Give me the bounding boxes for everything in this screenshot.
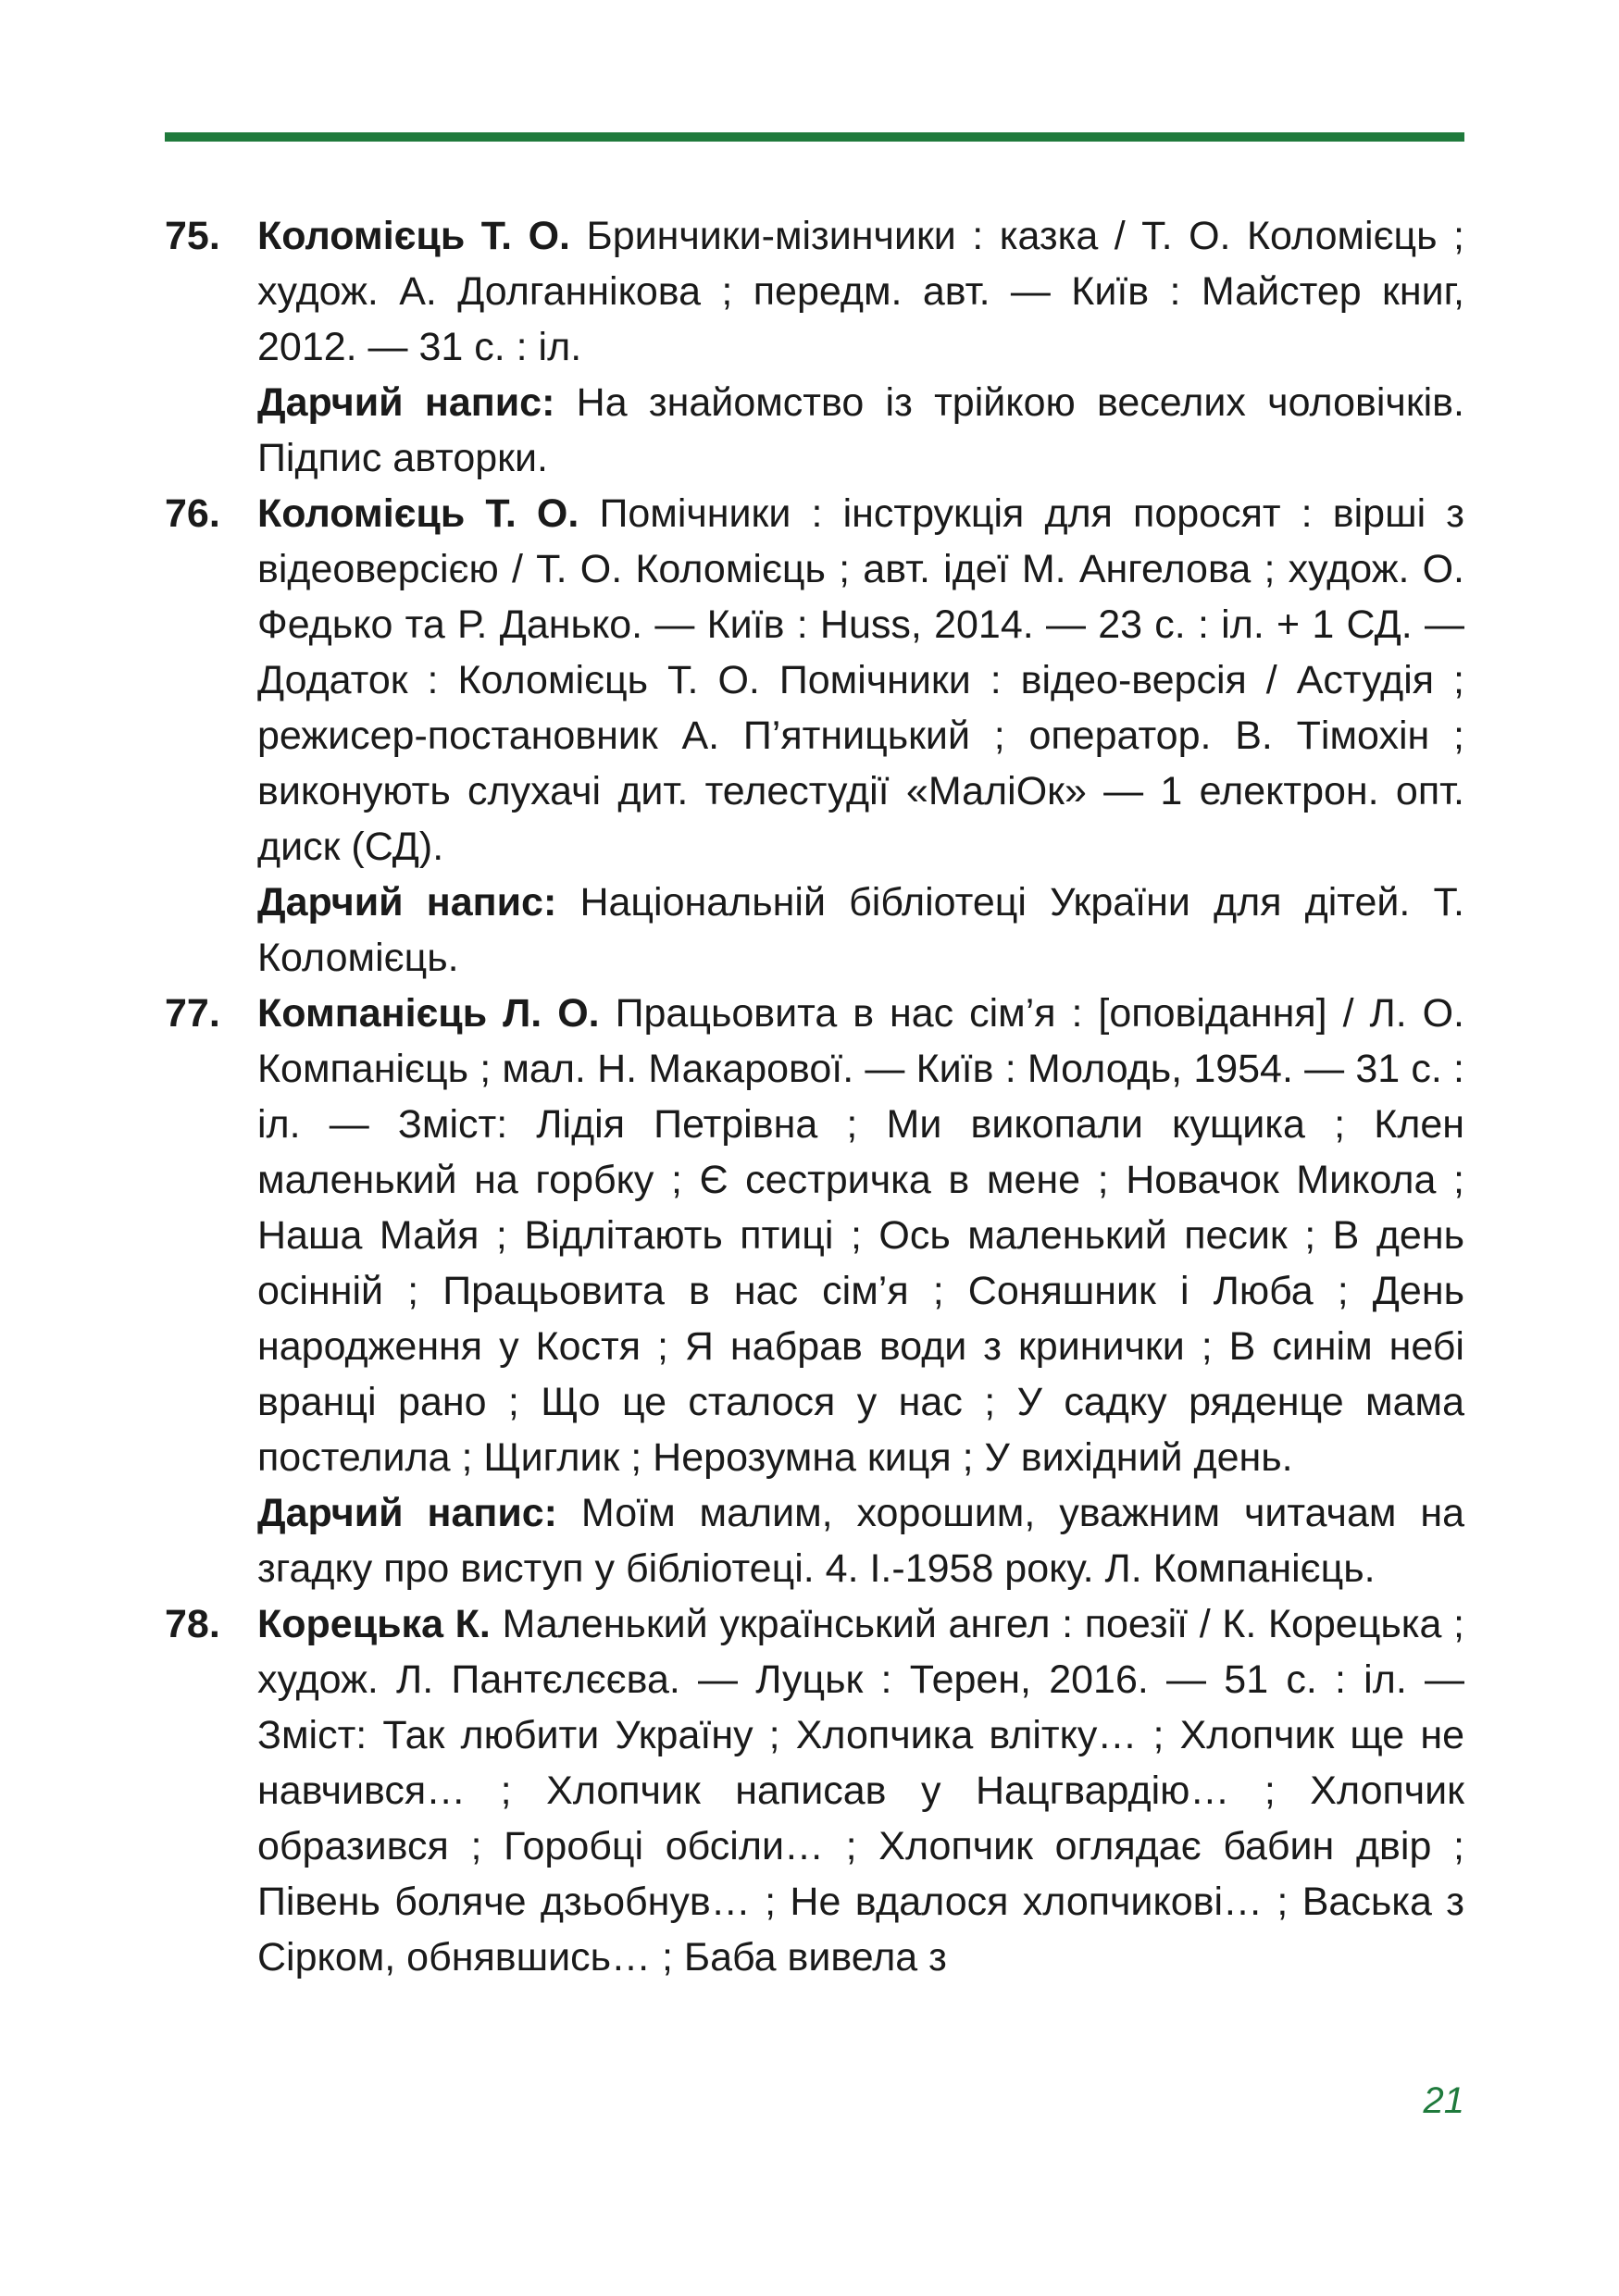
inscription-text: Національній бібліотеці України для дітей. Т. Коломієць. (257, 880, 1464, 980)
inscription-label: Дарчий напис: (257, 880, 557, 925)
entry-author: Коломієць Т. О. (257, 214, 570, 258)
entry-description (257, 208, 1464, 375)
bibliography-entry-76 (165, 486, 1464, 986)
entry-number: 77. (165, 991, 220, 1036)
inscription-text: На знайомство із трійкою веселих чоловічків. Підпис авторки. (257, 380, 1464, 480)
entry-inscription (257, 875, 1464, 986)
entry-description (257, 986, 1464, 1485)
bibliography-entry-78 (165, 1596, 1464, 1985)
entry-inscription (257, 1485, 1464, 1596)
entry-text: Маленький український ангел : поезії / К. Корецька ; худож. Л. Пантєлєєва. — Луцьк : Терен, 2016. — 51 с. : іл. — Зміст: Так любити Україну ; Хлопчика влітку… ; Хлопчик ще не навчився… ; Хлопчик написав у Нацгвардію… ; Хлопчик образився ; Горобці обсіли… ; Хлопчик оглядає бабин двір ; Півень боляче дзьобнув… ; Не вдалося хлопчикові… ; Васька з Сірком, обнявшись… ; Баба вивела з (257, 1602, 1464, 1980)
inscription-text: Моїм малим, хорошим, уважним читачам на згадку про виступ у бібліотеці. 4. І.-1958 року. Л. Компанієць. (257, 1491, 1464, 1591)
entry-number: 78. (165, 1602, 220, 1646)
entry-author: Коломієць Т. О. (257, 491, 579, 536)
inscription-label: Дарчий напис: (257, 1491, 557, 1535)
entry-description (257, 1596, 1464, 1985)
entry-author: Компанієць Л. О. (257, 991, 600, 1036)
entry-description (257, 486, 1464, 875)
entry-number: 76. (165, 491, 220, 536)
entry-text: Працьовита в нас сім’я : [оповідання] / Л. О. Компанієць ; мал. Н. Макарової. — Київ : Молодь, 1954. — 31 с. : іл. — Зміст: Лідія Петрівна ; Ми викопали кущика ; Клен маленький на горбку ; Є сестричка в мене ; Новачок Микола ; Наша Майя ; Відлітають птиці ; Ось маленький песик ; В день осінній ; Працьовита в нас сім’я ; Соняшник і Люба ; День народження у Костя ; Я набрав води з кринички ; В синім небі вранці рано ; Що це сталося у нас ; У садку ряденце мама постелила ; Щиглик ; Нерозумна киця ; У вихідний день. (257, 991, 1465, 1480)
entry-inscription (257, 375, 1464, 486)
bibliography-entry-77 (165, 986, 1464, 1596)
entry-text: Помічники : інструкція для поросят : вірші з відеоверсією / Т. О. Коломієць ; авт. ідеї М. Ангелова ; худож. О. Федько та Р. Данько. — Київ : Huss, 2014. — 23 с. : іл. + 1 СД. — Додаток : Коломієць Т. О. Помічники : відео-версія / Астудія ; режисер-постановник А. П’ятницький ; оператор. В. Тімохін ; виконують слухачі дит. телестудії «МаліОк» — 1 електрон. опт. диск (СД). (257, 491, 1464, 869)
entry-number: 75. (165, 214, 220, 258)
header-rule (165, 132, 1464, 142)
inscription-label: Дарчий напис: (257, 380, 555, 425)
bibliography-list (165, 208, 1464, 1985)
page-number: 21 (1423, 2080, 1464, 2121)
entry-text: Бринчики-мізинчики : казка / Т. О. Коломієць ; худож. А. Долганнікова ; передм. авт. — Київ : Майстер книг, 2012. — 31 с. : іл. (257, 214, 1464, 369)
bibliography-entry-75 (165, 208, 1464, 486)
entry-author: Корецька К. (257, 1602, 491, 1646)
